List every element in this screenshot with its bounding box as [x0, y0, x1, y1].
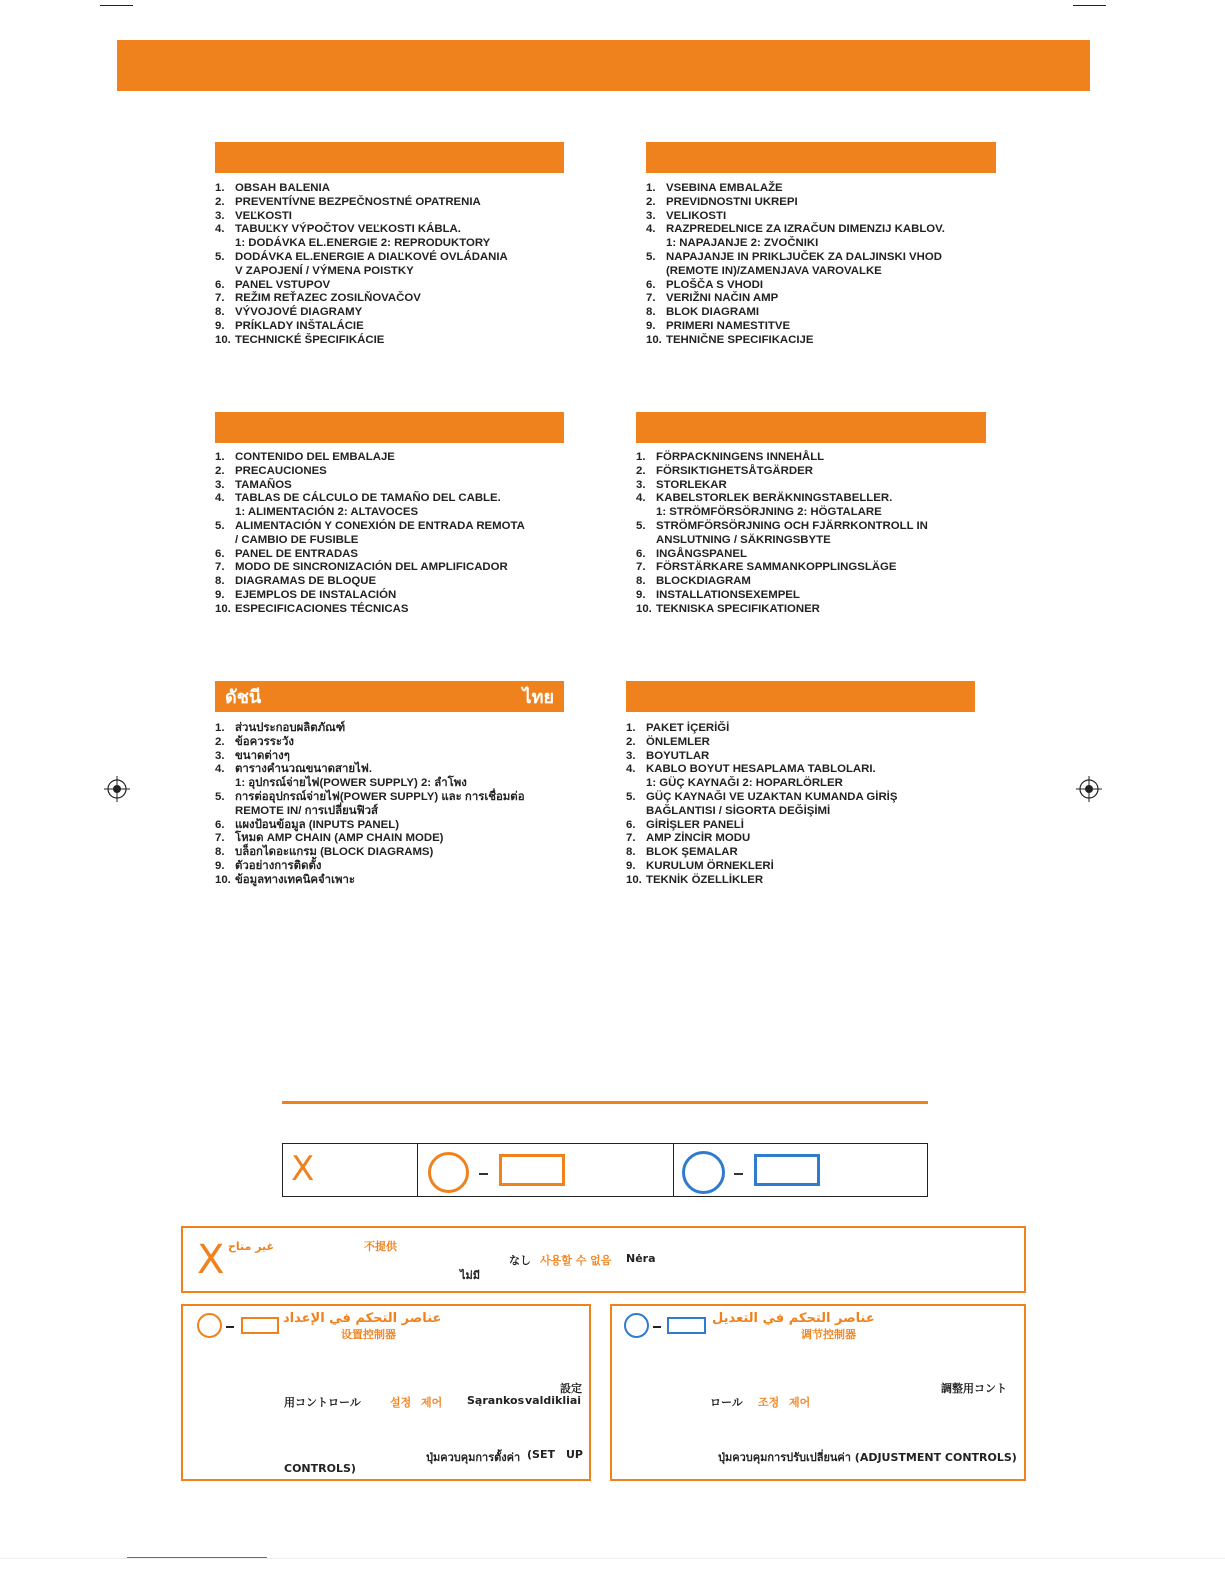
section-header-turkish — [626, 681, 975, 712]
toc-item-text: PAKET İÇERİĞİ — [646, 722, 730, 734]
toc-item — [215, 763, 595, 791]
dash-icon — [226, 1326, 234, 1328]
section-left-label: ดัชนี — [225, 687, 262, 708]
section-right-label: ไทย — [522, 687, 554, 708]
toc-item-number: 5. — [215, 790, 225, 803]
toc-item-number: 2. — [215, 464, 225, 477]
toc-item-number: 10. — [646, 333, 662, 346]
toc-item — [646, 251, 1016, 279]
toc-item-number: 4. — [646, 223, 656, 236]
toc-item-number: 9. — [215, 859, 225, 872]
toc-item — [215, 575, 585, 589]
toc-item-text: INSTALLATIONSEXEMPEL — [656, 588, 800, 601]
korean-label-b: 제어 — [421, 1396, 443, 1409]
toc-item-number: 1. — [215, 451, 225, 463]
toc-item-number: 2. — [215, 195, 225, 208]
toc-item-text: CONTENIDO DEL EMBALAJE — [235, 451, 395, 463]
toc-item — [215, 860, 595, 874]
toc-item-number: 8. — [626, 846, 636, 859]
toc-item — [215, 320, 585, 334]
toc-item-text: TAMAÑOS — [235, 478, 292, 491]
toc-item-number: 1. — [646, 182, 656, 194]
toc-item-text: VERIŽNI NAČIN AMP — [666, 292, 779, 305]
toc-item — [215, 334, 585, 348]
toc-item-number: 10. — [626, 873, 642, 886]
toc-item-number: 4. — [215, 763, 225, 776]
toc-item-text: STRÖMFÖRSÖRJNING OCH FJÄRRKONTROLL IN ANSLUTNING / SÄKRINGSBYTE — [656, 519, 928, 546]
toc-item-text: VSEBINA EMBALAŽE — [666, 182, 783, 194]
not-available-box — [181, 1226, 1026, 1293]
japanese-label: なし — [509, 1254, 531, 1267]
toc-item-number: 7. — [646, 292, 656, 305]
toc-item-text: ALIMENTACIÓN Y CONEXIÓN DE ENTRADA REMOTA / CAMBIO DE FUSIBLE — [235, 519, 525, 546]
toc-item — [215, 791, 595, 819]
toc-item — [215, 479, 585, 493]
toc-item — [626, 832, 996, 846]
toc-item — [215, 832, 595, 846]
toc-item-number: 10. — [215, 873, 231, 886]
toc-item-text: TEHNIČNE SPECIFIKACIJE — [666, 333, 814, 346]
section-header-swedish — [636, 412, 986, 443]
toc-item-number: 7. — [215, 292, 225, 305]
chinese-label: 调节控制器 — [801, 1328, 856, 1341]
toc-item-number: 3. — [215, 749, 225, 762]
x-mark-icon: X — [291, 1149, 315, 1189]
toc-item-text: PANEL DE ENTRADAS — [235, 547, 358, 560]
toc-item-number: 9. — [215, 319, 225, 332]
toc-item-number: 2. — [636, 464, 646, 477]
dash-icon — [479, 1173, 488, 1175]
toc-item — [215, 736, 595, 750]
orange-rectangle-icon — [499, 1154, 565, 1186]
trim-mark-top-right — [1073, 5, 1106, 6]
toc-list-swedish — [636, 451, 1006, 617]
toc-item — [646, 306, 1016, 320]
toc-item-number: 7. — [215, 832, 225, 845]
toc-item-text: KABLO BOYUT HESAPLAMA TABLOLARI. 1: GÜÇ KAYNAĞI 2: HOPARLÖRLER — [646, 763, 876, 790]
japanese-label-a: 調整用コント — [941, 1382, 1007, 1395]
toc-item-text: โหมด AMP CHAIN (AMP CHAIN MODE) — [235, 832, 444, 845]
blue-circle-icon — [682, 1151, 725, 1194]
toc-item — [215, 548, 585, 562]
toc-item — [215, 589, 585, 603]
toc-item — [636, 561, 1006, 575]
english-label-a: (SET — [527, 1448, 555, 1461]
section-header-thai — [215, 681, 564, 712]
toc-item — [215, 279, 585, 293]
toc-item-number: 5. — [626, 790, 636, 803]
legend-cell-not-available — [283, 1144, 418, 1196]
toc-item — [215, 520, 585, 548]
trim-mark-top-left — [100, 5, 133, 6]
toc-item-text: TABUĽKY VÝPOČTOV VEĽKOSTI KÁBLA. 1: DODÁVKA EL.ENERGIE 2: REPRODUKTORY — [235, 223, 491, 250]
toc-item-text: MODO DE SINCRONIZACIÓN DEL AMPLIFICADOR — [235, 561, 508, 574]
toc-item-number: 5. — [646, 250, 656, 263]
toc-item — [636, 520, 1006, 548]
toc-item-text: GİRİŞLER PANELİ — [646, 818, 744, 831]
toc-item — [636, 589, 1006, 603]
korean-label-a: 설정 — [390, 1396, 412, 1409]
arabic-label: عناصر التحكم في الإعداد — [283, 1311, 442, 1326]
toc-item-text: STORLEKAR — [656, 478, 727, 491]
japanese-label-a: 設定 — [560, 1382, 582, 1395]
toc-item-number: 8. — [636, 575, 646, 588]
setup-controls-box — [181, 1304, 591, 1481]
toc-item — [636, 479, 1006, 493]
toc-item — [215, 251, 585, 279]
japanese-label-b: ロール — [710, 1396, 743, 1409]
toc-item — [215, 465, 585, 479]
toc-item — [646, 196, 1016, 210]
toc-list-slovak — [215, 182, 585, 348]
toc-item-text: KURULUM ÖRNEKLERİ — [646, 859, 774, 872]
toc-item-text: PRÍKLADY INŠTALÁCIE — [235, 319, 364, 332]
toc-item-text: EJEMPLOS DE INSTALACIÓN — [235, 588, 397, 601]
toc-item-number: 3. — [215, 209, 225, 222]
legend-cell-adjustment — [674, 1144, 927, 1196]
toc-item — [626, 791, 996, 819]
toc-item-text: FÖRSTÄRKARE SAMMANKOPPLINGSLÄGE — [656, 561, 897, 574]
toc-item-number: 6. — [636, 547, 646, 560]
toc-item — [215, 492, 585, 520]
x-mark-icon: X — [197, 1237, 225, 1283]
toc-item-text: TECHNICKÉ ŠPECIFIKÁCIE — [235, 333, 385, 346]
thai-label: ไม่มี — [460, 1269, 481, 1282]
korean-label-b: 제어 — [789, 1396, 811, 1409]
japanese-label-b: 用コントロール — [284, 1396, 361, 1409]
toc-item-text: ตัวอย่างการติดตั้ง — [235, 859, 322, 872]
orange-circle-icon — [428, 1152, 469, 1193]
toc-item — [626, 860, 996, 874]
legend-table — [282, 1143, 928, 1197]
toc-list-turkish — [626, 722, 996, 888]
toc-item — [626, 750, 996, 764]
toc-item-text: AMP ZİNCİR MODU — [646, 832, 751, 845]
chinese-label: 设置控制器 — [341, 1328, 396, 1341]
toc-item-text: DIAGRAMAS DE BLOQUE — [235, 575, 377, 588]
toc-item — [215, 210, 585, 224]
toc-item-number: 9. — [215, 588, 225, 601]
toc-item — [215, 603, 585, 617]
toc-item-text: VÝVOJOVÉ DIAGRAMY — [235, 306, 363, 319]
toc-item-number: 8. — [215, 846, 225, 859]
section-header-spanish — [215, 412, 564, 443]
toc-item-number: 6. — [215, 278, 225, 291]
trim-mark-bottom-link — [127, 1557, 267, 1558]
toc-item — [646, 223, 1016, 251]
toc-item — [636, 465, 1006, 479]
toc-item-number: 1. — [626, 722, 636, 734]
toc-item-number: 9. — [646, 319, 656, 332]
toc-item — [626, 846, 996, 860]
toc-item-text: FÖRPACKNINGENS INNEHÅLL — [656, 451, 825, 463]
toc-item-number: 2. — [646, 195, 656, 208]
toc-item — [215, 223, 585, 251]
toc-item-text: ข้อควรระวัง — [235, 735, 294, 748]
toc-item-number: 5. — [215, 519, 225, 532]
toc-item-text: ขนาดต่างๆ — [235, 749, 290, 762]
thai-label: ปุ่มควบคุมการตั้งค่า — [426, 1451, 521, 1464]
toc-item-number: 6. — [215, 818, 225, 831]
toc-item — [215, 846, 595, 860]
toc-item — [215, 451, 585, 465]
toc-item-text: ส่วนประกอบผลิตภัณฑ์ — [235, 722, 346, 734]
orange-rectangle-icon — [241, 1317, 279, 1334]
toc-list-spanish — [215, 451, 585, 617]
toc-item — [626, 819, 996, 833]
legend-divider — [282, 1101, 928, 1104]
toc-item — [215, 292, 585, 306]
toc-item-text: PANEL VSTUPOV — [235, 278, 331, 291]
toc-item — [215, 182, 585, 196]
toc-item-text: BLOK DIAGRAMI — [666, 306, 760, 319]
toc-item — [215, 750, 595, 764]
section-header-slovenian — [646, 142, 996, 173]
toc-item-number: 6. — [646, 278, 656, 291]
toc-item — [636, 451, 1006, 465]
toc-item-text: PREVENTÍVNE BEZPEČNOSTNÉ OPATRENIA — [235, 195, 481, 208]
toc-item-number: 7. — [626, 832, 636, 845]
toc-item-number: 9. — [626, 859, 636, 872]
toc-item-number: 4. — [636, 492, 646, 505]
toc-item-number: 10. — [636, 602, 652, 615]
toc-item-text: บล็อกไดอะแกรม (BLOCK DIAGRAMS) — [235, 846, 434, 859]
toc-item — [215, 561, 585, 575]
toc-item — [215, 819, 595, 833]
korean-label-a: 조정 — [758, 1396, 780, 1409]
toc-item-number: 4. — [626, 763, 636, 776]
toc-item — [646, 182, 1016, 196]
blue-circle-icon — [624, 1313, 649, 1338]
toc-item-number: 10. — [215, 333, 231, 346]
toc-item-number: 3. — [626, 749, 636, 762]
toc-item-text: INGÅNGSPANEL — [656, 547, 747, 560]
arabic-label: غير متاح — [228, 1240, 275, 1253]
toc-item-number: 4. — [215, 223, 225, 236]
toc-item-text: PREVIDNOSTNI UKREPI — [666, 195, 798, 208]
toc-item-text: BLOCKDIAGRAM — [656, 575, 751, 588]
top-banner — [117, 40, 1090, 91]
toc-item-number: 6. — [626, 818, 636, 831]
toc-item — [646, 279, 1016, 293]
korean-label: 사용할 수 없음 — [540, 1254, 612, 1267]
toc-item-text: PLOŠČA S VHODI — [666, 278, 764, 291]
toc-list-slovenian — [646, 182, 1016, 348]
toc-item-text: FÖRSIKTIGHETSÅTGÄRDER — [656, 464, 813, 477]
registration-mark-left-icon — [104, 776, 130, 802]
toc-item-number: 1. — [636, 451, 646, 463]
toc-item-number: 3. — [215, 478, 225, 491]
lithuanian-label-b: valdikliai — [525, 1394, 582, 1407]
english-label-b: UP — [566, 1448, 583, 1461]
registration-mark-right-icon — [1076, 776, 1102, 802]
toc-item-number: 8. — [646, 306, 656, 319]
toc-item-number: 8. — [215, 575, 225, 588]
toc-item-text: GÜÇ KAYNAĞI VE UZAKTAN KUMANDA GİRİŞ BAĞLANTISI / SİGORTA DEĞİŞİMİ — [646, 790, 898, 817]
toc-item-text: DODÁVKA EL.ENERGIE A DIAĽKOVÉ OVLÁDANIA V ZAPOJENÍ / VÝMENA POISTKY — [235, 250, 508, 277]
toc-item-text: VELIKOSTI — [666, 209, 727, 222]
toc-item-text: KABELSTORLEK BERÄKNINGSTABELLER. 1: STRÖMFÖRSÖRJNING 2: HÖGTALARE — [656, 492, 893, 519]
toc-item — [636, 492, 1006, 520]
toc-item-text: OBSAH BALENIA — [235, 182, 330, 194]
chinese-label: 不提供 — [364, 1240, 397, 1253]
dash-icon — [734, 1173, 743, 1175]
blue-rectangle-icon — [667, 1317, 706, 1334]
toc-item — [646, 210, 1016, 224]
dash-icon — [653, 1326, 661, 1328]
toc-item — [626, 736, 996, 750]
toc-item-text: ข้อมูลทางเทคนิคจำเพาะ — [235, 873, 355, 886]
toc-item — [215, 722, 595, 736]
legend-cell-set-up — [418, 1144, 674, 1196]
toc-item-number: 7. — [215, 561, 225, 574]
toc-item — [636, 575, 1006, 589]
toc-item-number: 7. — [636, 561, 646, 574]
toc-item-text: TEKNİK ÖZELLİKLER — [646, 873, 764, 886]
toc-item-text: VEĽKOSTI — [235, 209, 292, 222]
blue-rectangle-icon — [754, 1154, 820, 1186]
toc-item-number: 9. — [636, 588, 646, 601]
toc-item-text: PRIMERI NAMESTITVE — [666, 319, 791, 332]
toc-item-text: ÖNLEMLER — [646, 735, 710, 748]
trim-mark-bottom-left — [0, 1558, 1225, 1559]
toc-item-number: 3. — [636, 478, 646, 491]
toc-item — [636, 548, 1006, 562]
toc-item — [626, 874, 996, 888]
toc-item — [646, 334, 1016, 348]
toc-item-text: ESPECIFICACIONES TÉCNICAS — [235, 602, 409, 615]
arabic-label: عناصر التحكم في التعديل — [712, 1311, 875, 1326]
toc-item — [646, 292, 1016, 306]
toc-item-text: TABLAS DE CÁLCULO DE TAMAÑO DEL CABLE. 1: ALIMENTACIÓN 2: ALTAVOCES — [235, 492, 501, 519]
orange-circle-icon — [197, 1313, 222, 1338]
toc-item-text: TEKNISKA SPECIFIKATIONER — [656, 602, 820, 615]
toc-item-text: BOYUTLAR — [646, 749, 710, 762]
toc-item-number: 2. — [215, 735, 225, 748]
thai-label: ปุ่มควบคุมการปรับเปลี่ยนค่า (ADJUSTMENT CONTROLS) — [718, 1451, 1017, 1464]
adjustment-controls-box — [610, 1304, 1026, 1481]
toc-item — [636, 603, 1006, 617]
toc-item — [215, 306, 585, 320]
toc-item-number: 1. — [215, 182, 225, 194]
toc-item — [215, 196, 585, 210]
toc-item — [626, 722, 996, 736]
toc-list-thai — [215, 722, 595, 888]
section-header-slovak — [215, 142, 564, 173]
toc-item-number: 1. — [215, 722, 225, 734]
toc-item-text: REŽIM REŤAZEC ZOSILŇOVAČOV — [235, 292, 421, 305]
toc-item-number: 4. — [215, 492, 225, 505]
toc-item-text: NAPAJANJE IN PRIKLJUČEK ZA DALJINSKI VHOD (REMOTE IN)/ZAMENJAVA VAROVALKE — [666, 250, 942, 277]
toc-item-text: ตารางคำนวณขนาดสายไฟ. 1: อุปกรณ์จ่ายไฟ(POWER SUPPLY) 2: ลำโพง — [235, 763, 467, 790]
lithuanian-label-a: Sąrankos — [467, 1394, 525, 1407]
toc-item — [646, 320, 1016, 334]
toc-item-text: แผงป้อนข้อมูล (INPUTS PANEL) — [235, 818, 399, 831]
toc-item-text: RAZPREDELNICE ZA IZRAČUN DIMENZIJ KABLOV. 1: NAPAJANJE 2: ZVOČNIKI — [666, 223, 945, 250]
toc-item — [626, 763, 996, 791]
toc-item-number: 6. — [215, 547, 225, 560]
toc-item-number: 8. — [215, 306, 225, 319]
toc-item-text: BLOK ŞEMALAR — [646, 846, 738, 859]
toc-item-number: 3. — [646, 209, 656, 222]
toc-item-text: PRECAUCIONES — [235, 464, 327, 477]
toc-item-number: 10. — [215, 602, 231, 615]
toc-item — [215, 874, 595, 888]
lithuanian-label: Nėra — [626, 1252, 656, 1265]
toc-item-number: 5. — [215, 250, 225, 263]
english-label-c: CONTROLS) — [284, 1462, 356, 1475]
toc-item-text: การต่ออุปกรณ์จ่ายไฟ(POWER SUPPLY) และ การเชื่อมต่อ REMOTE IN/ การเปลี่ยนฟิวส์ — [235, 790, 525, 817]
toc-item-number: 5. — [636, 519, 646, 532]
toc-item-number: 2. — [626, 735, 636, 748]
